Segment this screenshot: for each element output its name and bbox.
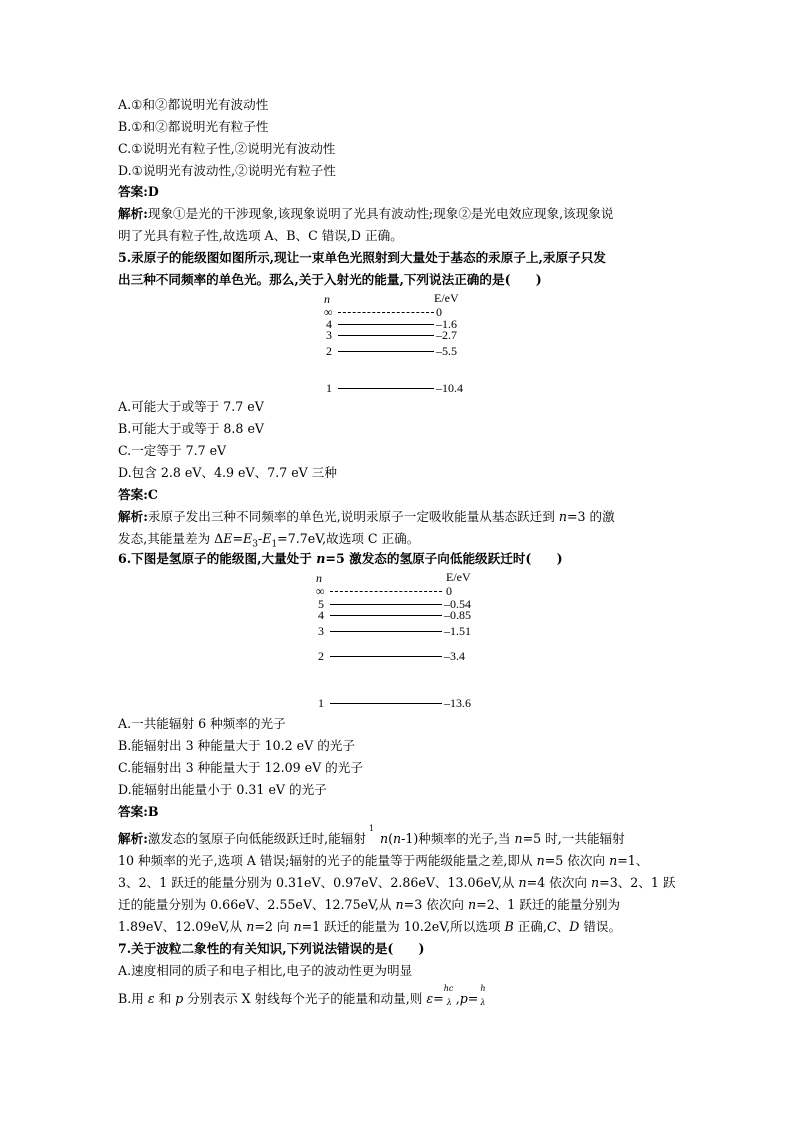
var-p: p xyxy=(175,991,184,1006)
q6-analysis-line-4 xyxy=(118,897,620,913)
var-n: n xyxy=(316,551,326,566)
q4-answer: 答案:D xyxy=(118,184,159,199)
q4-analysis-line-1 xyxy=(118,206,613,222)
q4-analysis-line-2: 明了光具有粒子性,故选项 A、B、C 错误,D 正确。 xyxy=(118,228,403,243)
q7-stem: 7.关于波粒二象性的有关知识,下列说法错误的是( ) xyxy=(118,941,425,956)
analysis-text: =1 跃迁的能量为 10.2eV,所以选项 xyxy=(301,919,505,934)
energy-level-line xyxy=(330,604,442,605)
level-n-label: 2 xyxy=(326,344,332,358)
energy-axis-label: E/eV xyxy=(434,291,459,305)
level-energy-label: –2.7 xyxy=(436,328,457,342)
level-n-label: ∞ xyxy=(316,584,325,598)
energy-level-line xyxy=(338,312,434,313)
q6-analysis-line-2 xyxy=(118,853,648,869)
q6-analysis-line-3 xyxy=(118,875,676,891)
var-epsilon: ε xyxy=(426,991,434,1006)
q6-option-a: A.一共能辐射 6 种频率的光子 xyxy=(118,716,286,731)
analysis-text: =3 依次向 xyxy=(403,897,469,912)
level-n-label: 4 xyxy=(326,317,332,331)
var-n: n xyxy=(395,897,404,912)
analysis-text: =3、2、1 跃 xyxy=(599,875,676,890)
var-e: E xyxy=(223,531,233,546)
option-letter: D xyxy=(569,919,580,934)
level-n-label: 1 xyxy=(318,696,324,710)
q5-option-b: B.可能大于或等于 8.8 eV xyxy=(118,421,264,436)
fraction-denominator: 2 xyxy=(369,837,376,847)
n-axis-label: n xyxy=(324,292,330,306)
q6-analysis-line-1 xyxy=(118,823,625,847)
level-energy-label: –13.6 xyxy=(444,696,471,710)
var-n: n xyxy=(293,919,302,934)
option-text: 和 xyxy=(154,991,176,1006)
q6-option-b: B.能辐射出 3 种能量大于 10.2 eV 的光子 xyxy=(118,738,355,753)
analysis-text: =3 的激 xyxy=(566,509,615,524)
q6-option-c: C.能辐射出 3 种能量大于 12.09 eV 的光子 xyxy=(118,760,363,775)
q4-option-d: D.①说明光有波动性,②说明光有粒子性 xyxy=(118,163,336,178)
analysis-text: = xyxy=(232,531,244,546)
q4-option-b: B.①和②都说明光有粒子性 xyxy=(118,119,269,134)
level-energy-label: –1.6 xyxy=(436,317,457,331)
fraction-numerator: 1 xyxy=(368,823,375,833)
subscript: 3 xyxy=(252,539,258,550)
var-n: n xyxy=(609,853,618,868)
stem-text: =5 激发态的氢原子向低能级跃迁时( ) xyxy=(325,551,563,566)
level-energy-label: –3.4 xyxy=(444,649,465,663)
analysis-text: =1、 xyxy=(617,853,649,868)
q5-stem-line-1: 5.汞原子的能级图如图所示,现让一束单色光照射到大量处于基态的汞原子上,汞原子只发 xyxy=(118,250,606,265)
analysis-text: =2、1 跃迁的能量分别为 xyxy=(476,897,621,912)
fraction-h-over-lambda xyxy=(478,983,488,1007)
analysis-text: 3、2、1 跃迁的能量分别为 0.31eV、0.97eV、2.86eV、13.06eV,从 xyxy=(118,875,519,890)
q5-answer: 答案:C xyxy=(118,487,158,502)
analysis-text: - xyxy=(257,531,263,546)
var-p: p xyxy=(459,991,468,1006)
q7-option-a: A.速度相同的质子和电子相比,电子的波动性更为明显 xyxy=(118,963,413,978)
energy-level-line xyxy=(338,351,434,352)
var-n: n xyxy=(558,509,567,524)
var-n: n xyxy=(379,831,389,846)
level-energy-label: –0.54 xyxy=(444,597,471,611)
stem-text: 6.下图是氢原子的能级图,大量处于 xyxy=(118,551,317,566)
analysis-text: =5 时,一共能辐射 xyxy=(522,831,625,846)
var-n: n xyxy=(591,875,600,890)
var-n: n xyxy=(246,919,255,934)
var-n: n xyxy=(393,831,402,846)
n-axis-label: n xyxy=(316,571,322,585)
analysis-label: 解析: xyxy=(118,831,148,846)
level-n-label: 5 xyxy=(318,597,324,611)
analysis-label: 解析: xyxy=(118,206,148,221)
q5-analysis-line-2 xyxy=(118,531,419,553)
level-n-label: 1 xyxy=(326,381,332,395)
analysis-text: 汞原子发出三种不同频率的单色光,说明汞原子一定吸收能量从基态跃迁到 xyxy=(147,509,559,524)
fraction-one-half xyxy=(366,823,380,847)
fraction-numerator: h xyxy=(480,983,486,993)
analysis-text: =2 向 xyxy=(254,919,294,934)
analysis-text: -1)种频率的光子,当 xyxy=(401,831,515,846)
level-energy-label: 0 xyxy=(436,305,442,319)
energy-axis-label: E/eV xyxy=(446,570,471,584)
q5-stem-line-2: 出三种不同频率的单色光。那么,关于入射光的能量,下列说法正确的是( ) xyxy=(118,272,542,287)
analysis-text: =7.7eV,故选项 C 正确。 xyxy=(277,531,420,546)
fraction-denominator: λ xyxy=(480,997,486,1007)
analysis-text: 发态,其能量差为 Δ xyxy=(118,531,224,546)
fraction-hc-over-lambda xyxy=(443,983,456,1007)
analysis-label: 解析: xyxy=(118,509,148,524)
analysis-text: 、 xyxy=(556,919,570,934)
option-text: = xyxy=(433,991,444,1006)
level-n-label: 3 xyxy=(326,328,332,342)
level-n-label: ∞ xyxy=(324,305,333,319)
energy-level-line xyxy=(338,388,434,389)
analysis-text: =5 依次向 xyxy=(544,853,610,868)
fraction-denominator: λ xyxy=(446,997,452,1007)
level-n-label: 4 xyxy=(318,608,324,622)
var-e: E xyxy=(262,531,272,546)
analysis-text: =4 依次向 xyxy=(526,875,592,890)
analysis-text: 现象①是光的干涉现象,该现象说明了光具有波动性;现象②是光电效应现象,该现象说 xyxy=(147,206,614,221)
q6-analysis-line-5 xyxy=(118,919,621,935)
energy-level-line xyxy=(330,656,442,657)
analysis-text: ( xyxy=(388,831,393,846)
var-n: n xyxy=(518,875,527,890)
q6-option-d: D.能辐射出能量小于 0.31 eV 的光子 xyxy=(118,782,327,797)
var-n: n xyxy=(514,831,523,846)
energy-level-line xyxy=(338,324,434,325)
q5-option-d: D.包含 2.8 eV、4.9 eV、7.7 eV 三种 xyxy=(118,465,337,480)
analysis-text: 10 种频率的光子,选项 A 错误;辐射的光子的能量等于两能级能量之差,即从 xyxy=(118,853,537,868)
option-text: = xyxy=(467,991,479,1006)
option-letter: B xyxy=(504,919,514,934)
level-energy-label: –5.5 xyxy=(436,344,457,358)
option-letter: C xyxy=(546,919,557,934)
energy-level-line xyxy=(330,703,442,704)
subscript: 1 xyxy=(271,539,278,550)
var-n: n xyxy=(468,897,477,912)
energy-level-line xyxy=(330,591,442,592)
var-epsilon: ε xyxy=(147,991,155,1006)
q6-stem xyxy=(118,551,563,567)
fraction-numerator: hc xyxy=(443,983,454,993)
level-energy-label: –10.4 xyxy=(436,381,463,395)
analysis-text: 错误。 xyxy=(579,919,622,934)
level-n-label: 2 xyxy=(318,649,324,663)
level-energy-label: 0 xyxy=(446,584,452,598)
q6-answer: 答案:B xyxy=(118,804,159,819)
hydrogen-energy-level-diagram xyxy=(314,569,484,709)
energy-level-line xyxy=(330,615,442,616)
analysis-text: 1.89eV、12.09eV,从 xyxy=(118,919,247,934)
level-n-label: 3 xyxy=(318,624,324,638)
q4-option-c: C.①说明光有粒子性,②说明光有波动性 xyxy=(118,141,336,156)
option-text: B.用 xyxy=(118,991,148,1006)
level-energy-label: –0.85 xyxy=(444,608,471,622)
option-text: 分别表示 X 射线每个光子的能量和动量,则 xyxy=(183,991,427,1006)
mercury-energy-level-diagram xyxy=(322,290,482,400)
q7-option-b xyxy=(118,983,488,1007)
level-energy-label: –1.51 xyxy=(444,624,471,638)
q5-option-a: A.可能大于或等于 7.7 eV xyxy=(118,399,264,414)
var-n: n xyxy=(536,853,545,868)
energy-level-line xyxy=(338,335,434,336)
q5-analysis-line-1 xyxy=(118,509,615,525)
q5-option-c: C.一定等于 7.7 eV xyxy=(118,443,227,458)
energy-level-line xyxy=(330,631,442,632)
analysis-text: 正确, xyxy=(513,919,547,934)
var-e: E xyxy=(243,531,253,546)
q4-option-a: A.①和②都说明光有波动性 xyxy=(118,97,269,112)
analysis-text: 激发态的氢原子向低能级跃迁时,能辐射 xyxy=(147,831,366,846)
option-text: , xyxy=(455,991,460,1006)
analysis-text: 迁的能量分别为 0.66eV、2.55eV、12.75eV,从 xyxy=(118,897,396,912)
